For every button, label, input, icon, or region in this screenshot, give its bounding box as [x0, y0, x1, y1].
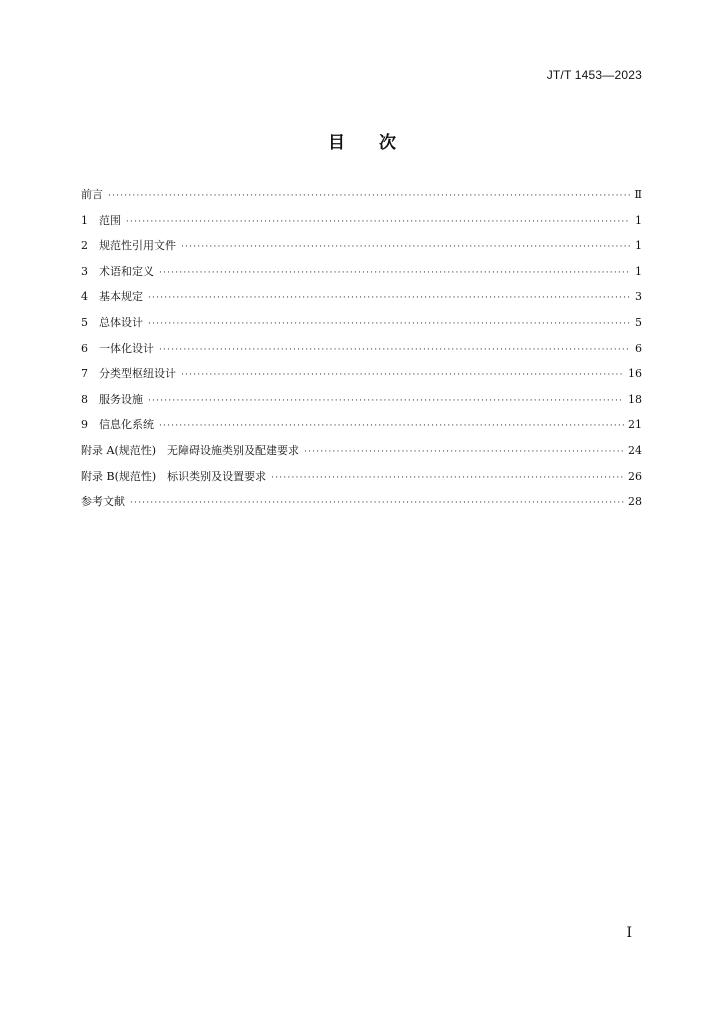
- toc-entry-label: 3 术语和定义: [81, 264, 154, 278]
- toc-entry-page: 6: [635, 341, 642, 355]
- toc-entry-foreword[interactable]: [81, 186, 642, 212]
- toc-title: 目次: [328, 133, 430, 153]
- toc-entry-scope[interactable]: [81, 212, 642, 238]
- dot-leader: [148, 315, 630, 333]
- dot-leader: [271, 469, 624, 487]
- toc-entry-label: 前言: [81, 188, 103, 201]
- dot-leader: [148, 392, 624, 410]
- toc-entry-page: 26: [628, 469, 642, 483]
- toc-entry-label: 附录 B(规范性) 标识类别及设置要求: [81, 469, 267, 483]
- dot-leader: [181, 366, 624, 384]
- toc-entry-integrated-design[interactable]: [81, 340, 642, 366]
- toc-entry-page: 5: [635, 315, 642, 329]
- toc-entry-appendix-a[interactable]: [81, 442, 642, 468]
- toc-entry-overall-design[interactable]: [81, 314, 642, 340]
- dot-leader: [159, 264, 630, 282]
- toc-entry-page: 16: [628, 367, 642, 381]
- document-number: JT/T 1453—2023: [546, 68, 642, 82]
- dot-leader: [304, 443, 624, 461]
- toc-entry-page: Ⅱ: [634, 188, 642, 201]
- dot-leader: [159, 341, 630, 359]
- toc-entry-label: 5 总体设计: [81, 315, 143, 329]
- toc-entry-normative-references[interactable]: [81, 237, 642, 263]
- dot-leader: [181, 238, 630, 256]
- toc-entry-basic-provisions[interactable]: [81, 288, 642, 314]
- toc-entry-page: 1: [635, 213, 642, 227]
- toc-entry-page: 28: [628, 495, 642, 509]
- toc-entry-service-facilities[interactable]: [81, 391, 642, 417]
- toc-entry-label: 附录 A(规范性) 无障碍设施类别及配建要求: [81, 443, 300, 457]
- toc-entry-label: 6 一体化设计: [81, 341, 154, 355]
- dot-leader: [130, 494, 624, 512]
- toc-entry-label: 1 范围: [81, 213, 121, 227]
- toc-entry-page: 18: [628, 392, 642, 406]
- toc-entry-label: 2 规范性引用文件: [81, 239, 176, 253]
- toc-entry-label: 9 信息化系统: [81, 418, 154, 432]
- toc-entry-appendix-b[interactable]: [81, 468, 642, 494]
- dot-leader: [126, 213, 630, 231]
- toc-entry-page: 24: [628, 443, 642, 457]
- toc-list: [81, 186, 642, 519]
- toc-entry-page: 3: [635, 290, 642, 304]
- toc-entry-page: 1: [635, 239, 642, 253]
- toc-entry-label: 7 分类型枢纽设计: [81, 367, 176, 381]
- toc-entry-label: 参考文献: [81, 495, 125, 509]
- toc-entry-label: 4 基本规定: [81, 290, 143, 304]
- toc-entry-terms-definitions[interactable]: [81, 263, 642, 289]
- dot-leader: [159, 417, 624, 435]
- dot-leader: [148, 289, 630, 307]
- toc-entry-bibliography[interactable]: [81, 493, 642, 519]
- toc-entry-page: 1: [635, 264, 642, 278]
- toc-entry-label: 8 服务设施: [81, 392, 143, 406]
- toc-entry-information-system[interactable]: [81, 416, 642, 442]
- toc-entry-page: 21: [628, 418, 642, 432]
- toc-entry-hub-type-design[interactable]: [81, 365, 642, 391]
- page-number: I: [626, 925, 632, 941]
- dot-leader: [108, 187, 630, 205]
